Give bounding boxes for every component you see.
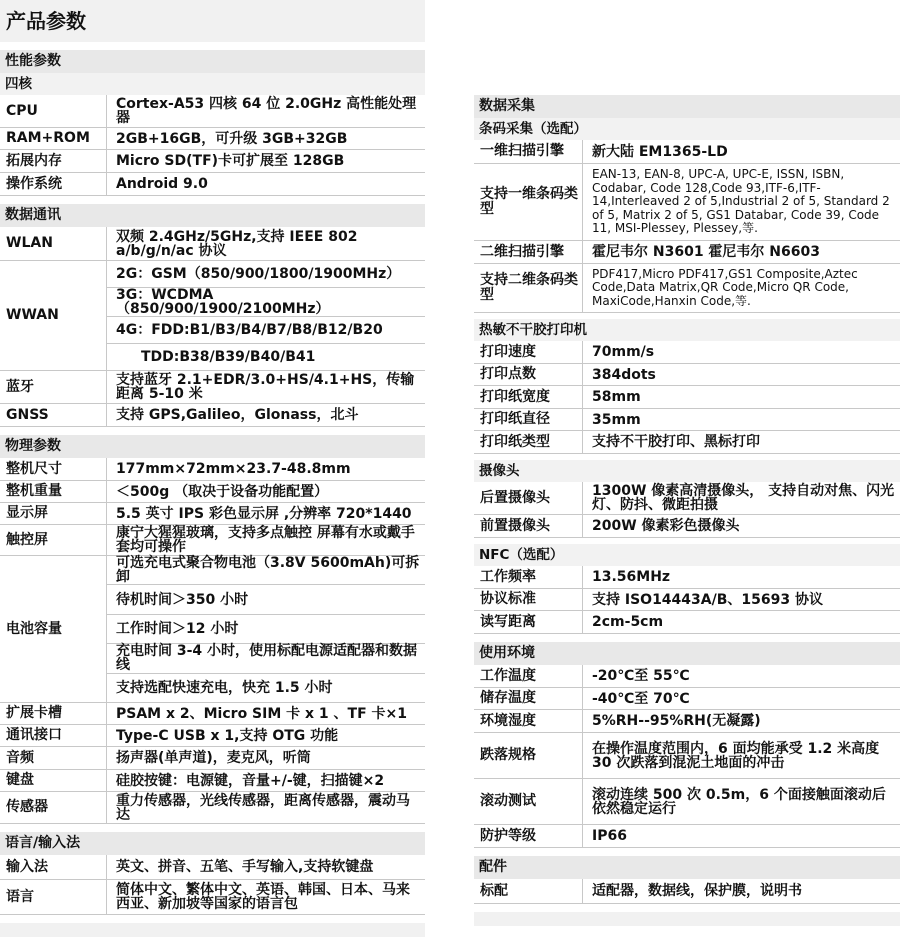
spec-row [0,481,425,503]
spec-row [0,128,425,150]
spec-label: 扩展卡槽 [0,703,107,724]
spec-value-line: 支持不干胶打印、黑标打印 [592,434,760,450]
spec-value-line: 可选充电式聚合物电池（3.8V 5600mAh)可拆卸 [116,555,420,586]
spec-label: 语言 [0,880,107,914]
spec-value-line: 硅胶按键：电源键，音量+/-键，扫描键×2 [116,772,385,789]
section-heading: 数据采集 [474,95,900,118]
spec-value-line: 支持 ISO14443A/B、15693 协议 [592,591,823,608]
spec-value-line: 适配器，数据线，保护膜，说明书 [592,883,802,899]
spec-label: 蓝牙 [0,371,107,403]
spec-row [474,515,900,538]
spec-value-line: 霍尼韦尔 N3601 霍尼韦尔 N6603 [592,244,820,260]
spec-label: 储存温度 [474,688,583,709]
spec-row [0,261,425,371]
spec-row [474,431,900,454]
spec-label: 前置摄像头 [474,515,583,537]
spec-value [107,703,425,724]
spec-value-line: 2G：GSM（850/900/1800/1900MHz） [116,266,401,282]
section-heading: 数据通讯 [0,204,425,227]
spec-row [0,525,425,556]
spec-value-line: 重力传感器，光线传感器，距离传感器，震动马达 [116,792,410,823]
spec-label: 显示屏 [0,503,107,524]
spec-value-line: 英文、拼音、五笔、手写输入,支持软键盘 [116,859,374,875]
spec-label: 环境湿度 [474,710,583,732]
spec-label: 整机尺寸 [0,458,107,480]
right-spec-body [474,0,900,926]
spec-row [0,150,425,173]
spec-value-line: 5.5 英寸 IPS 彩色显示屏 ,分辨率 720*1440 [116,505,412,522]
spec-value-line: IP66 [592,828,627,844]
spec-value [107,227,425,260]
spec-row [0,556,425,703]
spec-value [107,503,425,524]
spec-value [107,458,425,480]
spec-label: WWAN [0,261,107,370]
spec-value [583,688,900,709]
spec-row [0,855,425,880]
spec-label: 工作频率 [474,566,583,588]
spec-row [474,364,900,386]
spec-value-line: 70mm/s [592,344,655,360]
spec-row [474,140,900,164]
spec-value-line: 扬声器(单声道)，麦克风，听筒 [116,750,311,766]
spec-value-line: ＜500g （取决于设备功能配置） [116,483,329,500]
spec-value [583,779,900,824]
spec-value [583,566,900,588]
spec-value [107,128,425,149]
spec-label: 打印纸直径 [474,409,583,430]
spec-value [583,264,900,312]
spec-value [583,879,900,903]
spec-value [583,482,900,514]
spec-label: 打印纸宽度 [474,386,583,408]
spec-value-line: 58mm [592,389,641,405]
spec-value [583,431,900,453]
spec-label: 整机重量 [0,481,107,502]
spec-value-line: 4G：FDD:B1/B3/B4/B7/B8/B12/B20 [107,316,425,343]
spec-value-line: 35mm [592,411,641,428]
spec-value-line: 工作时间＞12 小时 [107,614,425,643]
spec-row [474,566,900,589]
spec-value [583,515,900,537]
spec-value-line: 支持 GPS,Galileo，Glonass，北斗 [116,407,359,423]
spec-label: WLAN [0,227,107,260]
spec-row [0,173,425,196]
spec-value [583,409,900,430]
spec-label: 打印纸类型 [474,431,583,453]
spec-row [474,409,900,431]
spec-value-line: TDD:B38/B39/B40/B41 [107,343,425,370]
spec-label: 支持二维条码类型 [474,264,583,312]
section-heading: 语言/输入法 [0,832,425,855]
spec-value [107,150,425,172]
spec-value-line: 2GB+16GB，可升级 3GB+32GB [116,130,348,147]
spec-row [474,164,900,241]
spec-value [583,341,900,363]
spec-value-line: 充电时间 3-4 小时，使用标配电源适配器和数据线 [107,643,425,672]
spec-value [583,733,900,778]
subsection-heading: 摄像头 [474,460,900,482]
spec-label: 操作系统 [0,173,107,195]
spec-value [107,747,425,769]
spec-value-line: -40℃至 70℃ [592,690,690,707]
spec-value-line: 177mm×72mm×23.7-48.8mm [116,461,351,477]
spec-value-line: PSAM x 2、Micro SIM 卡 x 1 、TF 卡×1 [116,705,408,722]
spec-value-line: PDF417,Micro PDF417,GS1 Composite,Aztec Code,Data Matrix,QR Code,Micro QR Code, MaxiCode,Hanxin Code,等. [592,266,858,308]
spec-row [0,458,425,481]
left-spec-column [0,0,425,937]
spec-row [0,503,425,525]
subsection-heading: 四核 [0,73,425,95]
spec-value-line: 1300W 像素高清摄像头， 支持自动对焦、闪光灯、防抖、微距拍摄 [592,483,895,513]
spec-value-line: 新大陆 EM1365-LD [592,143,728,160]
section-heading: 物理参数 [0,435,425,458]
spec-label: 二维扫描引擎 [474,241,583,263]
subsection-heading: 条码采集（选配） [474,118,900,140]
spec-label: 协议标准 [474,589,583,610]
spec-row [474,611,900,634]
spec-value [583,825,900,847]
spec-label: 打印速度 [474,341,583,363]
spec-label: 支持一维条码类型 [474,164,583,240]
left-spec-body [0,50,425,937]
section-heading: 配件 [474,856,900,879]
spec-value-line: 支持蓝牙 2.1+EDR/3.0+HS/4.1+HS，传输距离 5-10 米 [116,372,415,402]
right-spec-column [474,0,900,926]
spec-row [0,95,425,128]
spec-row [474,482,900,515]
spec-value [583,611,900,633]
spec-label: 一维扫描引擎 [474,140,583,163]
spec-value [107,770,425,791]
spec-value-line: EAN-13, EAN-8, UPC-A, UPC-E, ISSN, ISBN, Codabar, Code 128,Code 93,ITF-6,ITF-14,Interleaved 2 of 5,Industrial 2 of 5, Standard 2 of 5, Matrix 2 of 5, GS1 Databar, Code 39, Code 11, MSI-Plessey, Plessey,等. [592,167,890,236]
page-title: 产品参数 [0,0,425,42]
spec-value [107,525,425,555]
spec-row [0,703,425,725]
spec-value-line: Cortex-A53 四核 64 位 2.0GHz 高性能处理器 [116,96,417,126]
spec-row [0,770,425,792]
spec-row [474,341,900,364]
spec-row [474,879,900,904]
spec-value-line: -20℃至 55℃ [592,668,690,684]
spec-row [0,792,425,824]
spec-value-line: 13.56MHz [592,569,671,585]
spec-value [107,725,425,746]
spec-row [474,733,900,779]
spec-value-line: 待机时间＞350 小时 [107,584,425,613]
spec-value [583,364,900,385]
spec-label: 输入法 [0,855,107,879]
spec-value [583,710,900,732]
spec-value [107,95,425,127]
spec-label: 读写距离 [474,611,583,633]
spec-label: 防护等级 [474,825,583,847]
spec-value-line: 康宁大猩猩玻璃，支持多点触控 屏幕有水或戴手套均可操作 [116,525,415,555]
spec-label: 传感器 [0,792,107,823]
spec-row [474,264,900,313]
subsection-heading: NFC（选配） [474,544,900,566]
spec-value [107,880,425,914]
footer-bar [0,923,425,937]
spec-label: 滚动测试 [474,779,583,824]
spec-value-line: Micro SD(TF)卡可扩展至 128GB [116,153,345,169]
spec-row [0,371,425,404]
spec-value-line: 384dots [592,366,656,383]
spec-label: 标配 [474,879,583,903]
spec-value [107,855,425,879]
spec-label: GNSS [0,404,107,426]
spec-label: 拓展内存 [0,150,107,172]
spec-row [474,241,900,264]
spec-row [0,725,425,747]
spec-row [0,747,425,770]
spec-row [0,227,425,261]
spec-value [583,665,900,687]
spec-label: 后置摄像头 [474,482,583,514]
spec-label: 工作温度 [474,665,583,687]
spec-value-line: 200W 像素彩色摄像头 [592,518,740,534]
spec-value [583,386,900,408]
spec-label: 跌落规格 [474,733,583,778]
section-heading: 性能参数 [0,50,425,73]
spec-value-line: 双频 2.4GHz/5GHz,支持 IEEE 802 a/b/g/n/ac 协议 [116,228,358,259]
spec-label: 音频 [0,747,107,769]
spec-row [474,779,900,825]
spec-value [583,589,900,610]
spec-value [107,481,425,502]
spec-row [0,404,425,427]
spec-row [474,825,900,848]
spec-value [583,164,900,240]
spec-value-line: 3G：WCDMA （850/900/1900/2100MHz） [107,287,425,316]
spec-value [107,404,425,426]
spec-value [107,792,425,823]
spec-value-line: 5%RH--95%RH(无凝露) [592,713,761,729]
spec-row [474,589,900,611]
spec-row [0,880,425,915]
spec-value [107,261,425,370]
spec-row [474,688,900,710]
spec-row [474,386,900,409]
section-heading: 使用环境 [474,642,900,665]
spec-value [583,241,900,263]
footer-bar [474,912,900,926]
spec-label: CPU [0,95,107,127]
spec-value-line: 2cm-5cm [592,614,664,630]
spec-value-line: Android 9.0 [116,176,208,192]
spec-value [107,556,425,702]
spec-label: 触控屏 [0,525,107,555]
spec-value [107,173,425,195]
spec-row [474,665,900,688]
spec-value-line: 简体中文、繁体中文、英语、韩国、日本、马来西亚、新加坡等国家的语言包 [116,882,410,912]
spec-label: 电池容量 [0,556,107,702]
spec-value-line: 支持选配快速充电，快充 1.5 小时 [107,673,425,702]
spec-label: RAM+ROM [0,128,107,149]
spec-value [107,371,425,403]
spec-label: 通讯接口 [0,725,107,746]
spec-value-line: 滚动连续 500 次 0.5m，6 个面接触面滚动后 依然稳定运行 [592,786,886,817]
spec-row [474,710,900,733]
spec-label: 键盘 [0,770,107,791]
subsection-heading: 热敏不干胶打印机 [474,319,900,341]
spec-value-line: 在操作温度范围内，6 面均能承受 1.2 米高度 30 次跌落到混泥土地面的冲击 [592,740,880,771]
spec-label: 打印点数 [474,364,583,385]
spec-value-line: Type-C USB x 1,支持 OTG 功能 [116,727,339,744]
spec-value [583,140,900,163]
